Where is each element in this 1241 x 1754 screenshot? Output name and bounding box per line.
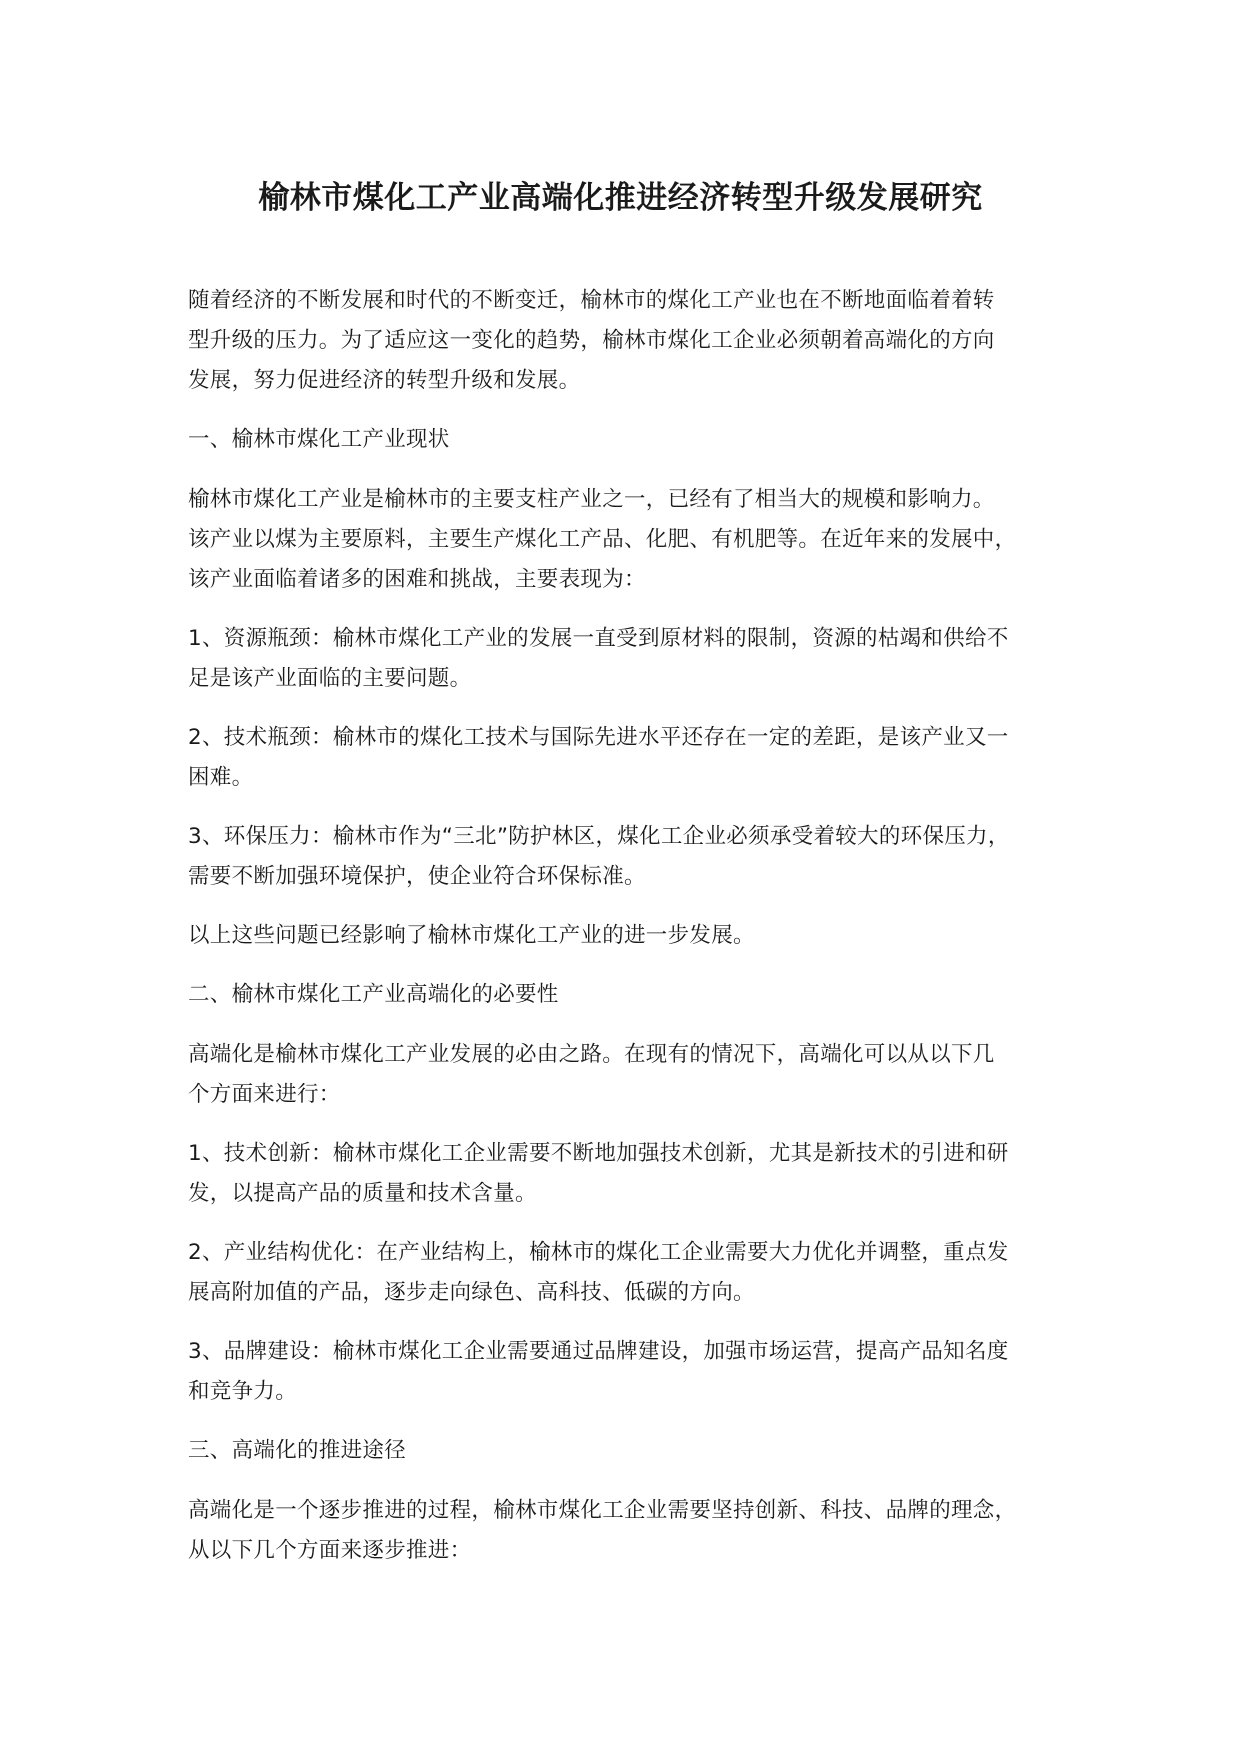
paragraph-intro <box>188 281 1076 401</box>
text-line: 以上这些问题已经影响了榆林市煤化工产业的进一步发展。 <box>188 923 755 948</box>
list-item-innovation <box>188 1134 1076 1214</box>
text-line: 榆林市煤化工产业是榆林市的主要支柱产业之一，已经有了相当大的规模和影响力。 <box>188 487 995 512</box>
section-heading-2 <box>188 975 1076 1015</box>
text-line: 发，以提高产品的质量和技术含量。 <box>188 1181 537 1206</box>
heading-text: 二、榆林市煤化工产业高端化的必要性 <box>188 982 559 1007</box>
section-heading-3 <box>188 1431 1076 1471</box>
text-line: 困难。 <box>188 765 254 790</box>
section-heading-1 <box>188 420 1076 460</box>
text-line: 该产业面临着诸多的困难和挑战，主要表现为： <box>188 567 646 592</box>
text-line: 随着经济的不断发展和时代的不断变迁，榆林市的煤化工产业也在不断地面临着着转 <box>188 288 995 313</box>
list-item-structure <box>188 1233 1076 1313</box>
paragraph-approach <box>188 1491 1076 1571</box>
paragraph-necessity <box>188 1035 1076 1115</box>
text-line: 2、产业结构优化：在产业结构上，榆林市的煤化工企业需要大力优化并调整，重点发 <box>188 1240 1009 1265</box>
paragraph-summary <box>188 916 1076 956</box>
text-line: 需要不断加强环境保护，使企业符合环保标准。 <box>188 864 646 889</box>
text-line: 1、技术创新：榆林市煤化工企业需要不断地加强技术创新，尤其是新技术的引进和研 <box>188 1141 1009 1166</box>
text-line: 型升级的压力。为了适应这一变化的趋势，榆林市煤化工企业必须朝着高端化的方向 <box>188 328 995 353</box>
heading-text: 三、高端化的推进途径 <box>188 1438 407 1463</box>
text-line: 从以下几个方面来逐步推进： <box>188 1538 472 1563</box>
paragraph-status <box>188 480 1076 600</box>
text-line: 该产业以煤为主要原料，主要生产煤化工产品、化肥、有机肥等。在近年来的发展中， <box>188 527 1017 552</box>
text-line: 发展，努力促进经济的转型升级和发展。 <box>188 368 581 393</box>
document-title: 榆林市煤化工产业高端化推进经济转型升级发展研究 <box>258 180 983 216</box>
text-line: 和竞争力。 <box>188 1379 298 1404</box>
document-body <box>188 281 1076 1590</box>
text-line: 展高附加值的产品，逐步走向绿色、高科技、低碳的方向。 <box>188 1280 755 1305</box>
list-item-technology <box>188 718 1076 798</box>
text-line: 1、资源瓶颈：榆林市煤化工产业的发展一直受到原材料的限制，资源的枯竭和供给不 <box>188 626 1009 651</box>
list-item-environment <box>188 817 1076 897</box>
text-line: 足是该产业面临的主要问题。 <box>188 666 472 691</box>
text-line: 3、环保压力：榆林市作为“三北”防护林区，煤化工企业必须承受着较大的环保压力， <box>188 824 1010 849</box>
text-line: 2、技术瓶颈：榆林市的煤化工技术与国际先进水平还存在一定的差距，是该产业又一 <box>188 725 1009 750</box>
text-line: 高端化是一个逐步推进的过程，榆林市煤化工企业需要坚持创新、科技、品牌的理念， <box>188 1498 1017 1523</box>
list-item-brand <box>188 1332 1076 1412</box>
heading-text: 一、榆林市煤化工产业现状 <box>188 427 450 452</box>
text-line: 高端化是榆林市煤化工产业发展的必由之路。在现有的情况下，高端化可以从以下几 <box>188 1042 995 1067</box>
text-line: 3、品牌建设：榆林市煤化工企业需要通过品牌建设，加强市场运营，提高产品知名度 <box>188 1339 1009 1364</box>
text-line: 个方面来进行： <box>188 1082 341 1107</box>
list-item-resource <box>188 619 1076 699</box>
